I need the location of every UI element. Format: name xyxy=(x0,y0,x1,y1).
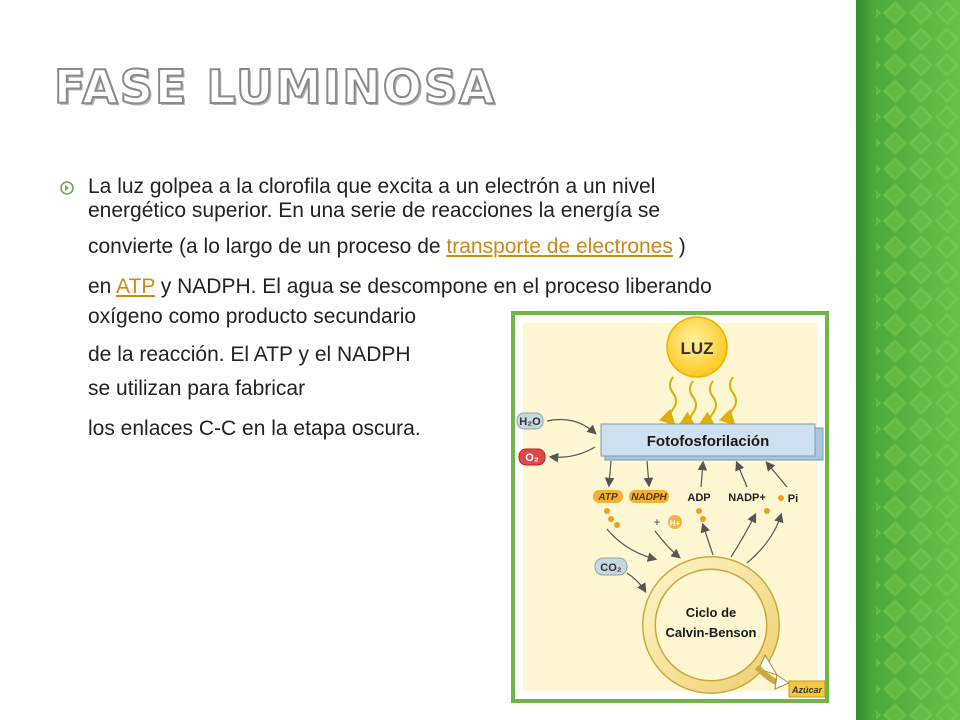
paragraph-line: los enlaces C-C en la etapa oscura. xyxy=(88,417,421,440)
text-segment: convierte (a lo largo de un proceso de xyxy=(88,235,447,258)
paragraph-line: de la reacción. El ATP y el NADPH xyxy=(88,343,411,366)
plus-sign: + xyxy=(653,517,661,529)
slide-title: FASE LUMINOSA xyxy=(54,60,497,114)
bullet-icon xyxy=(60,181,74,195)
phosphate-dots xyxy=(604,508,770,528)
photosynthesis-diagram xyxy=(511,311,829,703)
nadp-label: NADP+ xyxy=(728,492,766,504)
pi-label: Pi xyxy=(787,493,799,505)
atp-label: ATP xyxy=(598,492,618,503)
co2-label: CO₂ xyxy=(600,562,622,574)
diagram-art xyxy=(515,315,825,699)
adp-label: ADP xyxy=(687,492,711,504)
paragraph-line: La luz golpea a la clorofila que excita a un electrón a un nivel xyxy=(88,175,656,198)
o2-label: O₂ xyxy=(525,452,539,464)
light-rays xyxy=(670,377,736,425)
paragraph-line: oxígeno como producto secundario xyxy=(88,305,417,328)
paragraph-line: energético superior. En una serie de reacciones la energía se xyxy=(88,199,661,222)
diamond-pattern xyxy=(856,0,960,720)
cycle-label-line1: Ciclo de xyxy=(685,605,737,620)
h2o-label: H₂O xyxy=(519,416,541,428)
cycle-label-line2: Calvin-Benson xyxy=(665,625,757,640)
sun-label: LUZ xyxy=(680,339,714,358)
text-segment: en xyxy=(88,275,117,298)
decorative-green-strip xyxy=(856,0,960,720)
nadph-label: NADPH xyxy=(631,492,667,503)
transporte-electrones-link[interactable]: transporte de electrones xyxy=(446,235,673,258)
paragraph-line xyxy=(88,236,686,258)
h-plus-label: H+ xyxy=(669,519,681,528)
fotofosforilacion-label: Fotofosforilación xyxy=(646,433,770,450)
atp-link[interactable]: ATP xyxy=(116,275,155,298)
paragraph-line xyxy=(88,276,712,298)
azucar-label: Azúcar xyxy=(791,685,823,695)
text-segment: ) xyxy=(672,235,686,258)
text-segment: y NADPH. El agua se descompone en el proceso liberando xyxy=(154,275,712,298)
paragraph-line: se utilizan para fabricar xyxy=(88,377,306,400)
